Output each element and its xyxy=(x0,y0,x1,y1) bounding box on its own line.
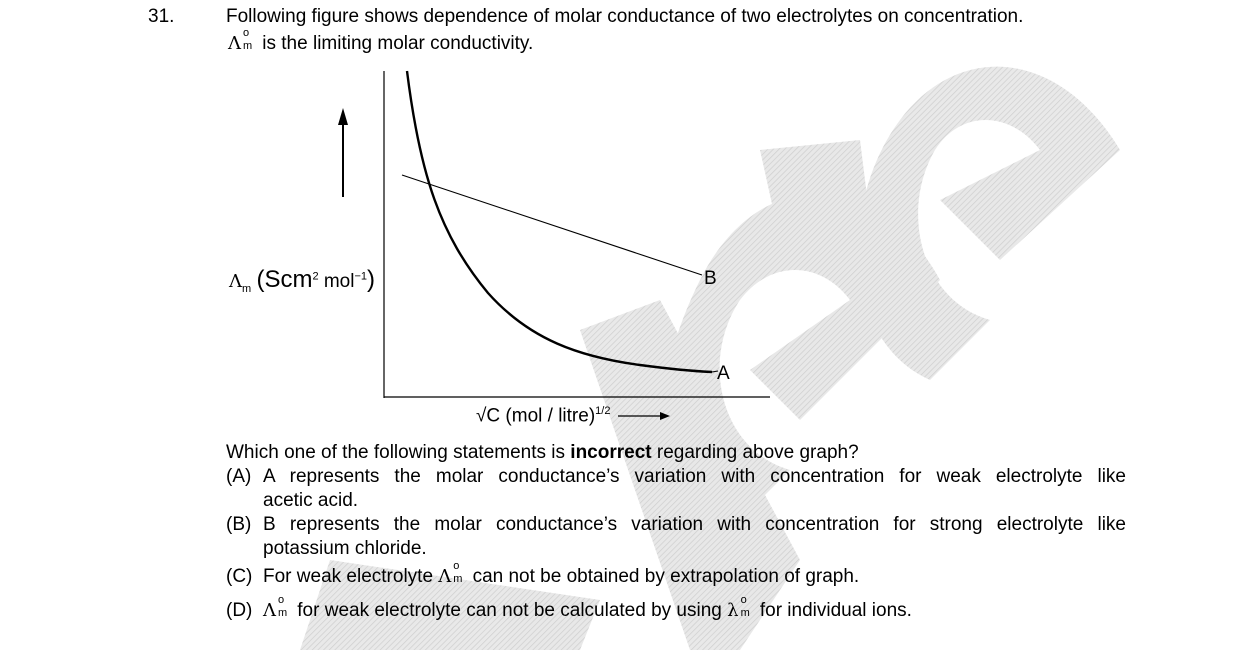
curve-a xyxy=(407,71,712,372)
option-label: (B) xyxy=(226,514,252,535)
curve-a-label: A xyxy=(717,363,730,384)
option-label: (D) xyxy=(226,600,253,621)
y-axis-label: $\Lambda_m$ (Scm$^2$ mol$^{-1}$) xyxy=(229,266,376,295)
x-axis-label: √C (mol / litre)$^{1/2}$ xyxy=(476,405,672,427)
intro-line2-text: is the limiting molar conductivity. xyxy=(262,33,534,54)
option-text: B represents the molar conductance’s variation with concentration for strong electrolyte like xyxy=(263,514,1126,535)
option-text: Λ o m for weak electrolyte can not be calculated by using λ o m for individual ions. xyxy=(263,594,912,621)
question-number: 31. xyxy=(148,6,175,27)
option-text-cont: potassium chloride. xyxy=(263,538,427,559)
line-b xyxy=(402,175,702,275)
curve-b-label: B xyxy=(704,268,717,289)
option-text: A represents the molar conductance’s variation with concentration for weak electrolyte like xyxy=(263,466,1126,487)
conductance-graph xyxy=(220,65,780,410)
option-label: (C) xyxy=(226,566,253,587)
question-intro-line2 xyxy=(228,27,534,55)
question-prompt: Which one of the following statements is incorrect regarding above graph? xyxy=(226,442,859,463)
question-intro-line1: Following figure shows dependence of molar conductance of two electrolytes on concentration. xyxy=(226,6,1024,27)
option-text: For weak electrolyte Λ o m can not be obtained by extrapolation of graph. xyxy=(263,560,860,587)
limiting-subsup: o m xyxy=(243,27,253,52)
prompt-emphasis: incorrect xyxy=(570,442,652,463)
x-direction-arrow xyxy=(616,409,672,423)
option-text-cont: acetic acid. xyxy=(263,490,359,511)
option-label: (A) xyxy=(226,466,252,487)
y-direction-arrow xyxy=(338,108,348,197)
lambda-symbol: Λ xyxy=(228,33,241,54)
